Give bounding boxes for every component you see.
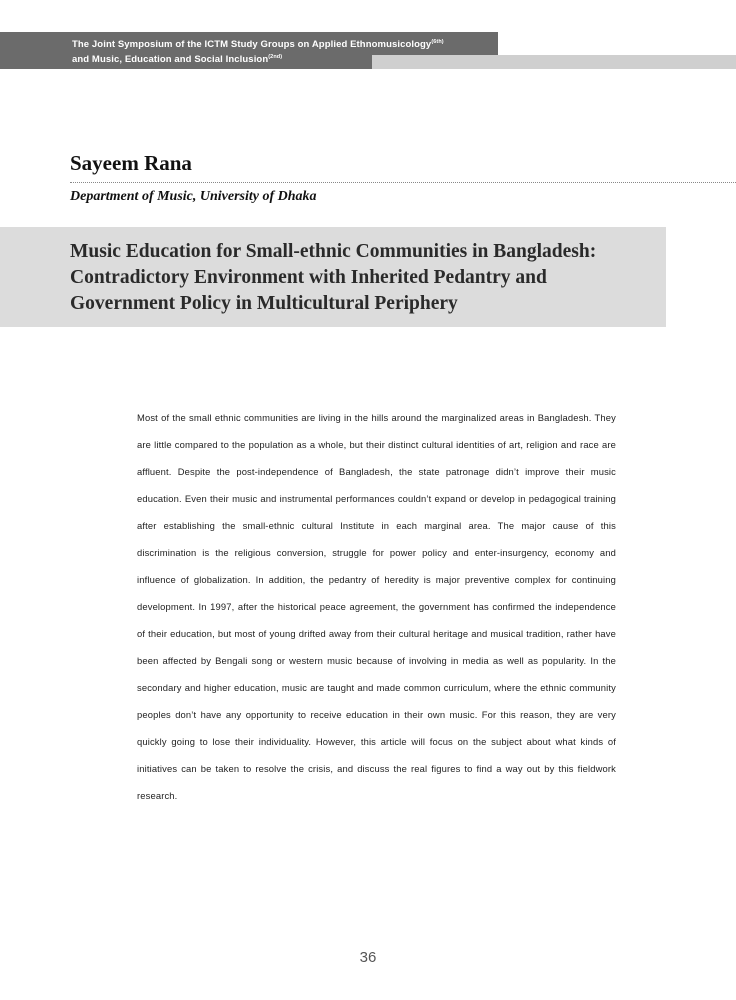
running-header — [72, 36, 502, 66]
running-header-line-2: and Music, Education and Social Inclusion$^{(2nd)}$ — [72, 54, 283, 65]
author-affiliation: Department of Music, University of Dhaka — [70, 189, 317, 204]
author-name: Sayeem Rana — [70, 151, 192, 175]
paper-title: Music Education for Small-ethnic Communities in Bangladesh: Contradictory Environment with Inherited Pedantry and Government Policy in Multicultural Periphery — [70, 241, 597, 314]
running-header-line-1: The Joint Symposium of the ICTM Study Groups on Applied Ethnomusicology$^{(6th)}$ — [72, 39, 444, 50]
abstract-paragraph: Most of the small ethnic communities are living in the hills around the marginalized areas in Bangladesh. They are little compared to the population as a whole, but their distinct cultural identities of art, religion and race are affluent. Despite the post-independence of Bangladesh, the state patronage didn’t improve their music education. Even their music and instrumental performances couldn’t expand or develop in pedagogical training after establishing the small-ethnic cultural Institute in each marginal area. The major cause of this discrimination is the religious conversion, struggle for power policy and enter-insurgency, economy and influence of globalization. In addition, the pedantry of heredity is major preventive complex for continuing development. In 1997, after the historical peace agreement, the government has confirmed the independence of their education, but most of young drifted away from their cultural heritage and musical tradition, rather have been affected by Bengali song or western music because of involving in media as well as popularity. In the secondary and higher education, music are taught and made common curriculum, where the ethnic community peoples don’t have any opportunity to receive education in their own music. For this reason, they are very quickly going to lose their individuality. However, this article will focus on the subject about what kinds of initiatives can be taken to resolve the crisis, and discuss the real figures to find a way out by this fieldwork research. — [137, 412, 616, 801]
dotted-divider — [70, 182, 736, 183]
page-number: 36 — [359, 949, 377, 966]
